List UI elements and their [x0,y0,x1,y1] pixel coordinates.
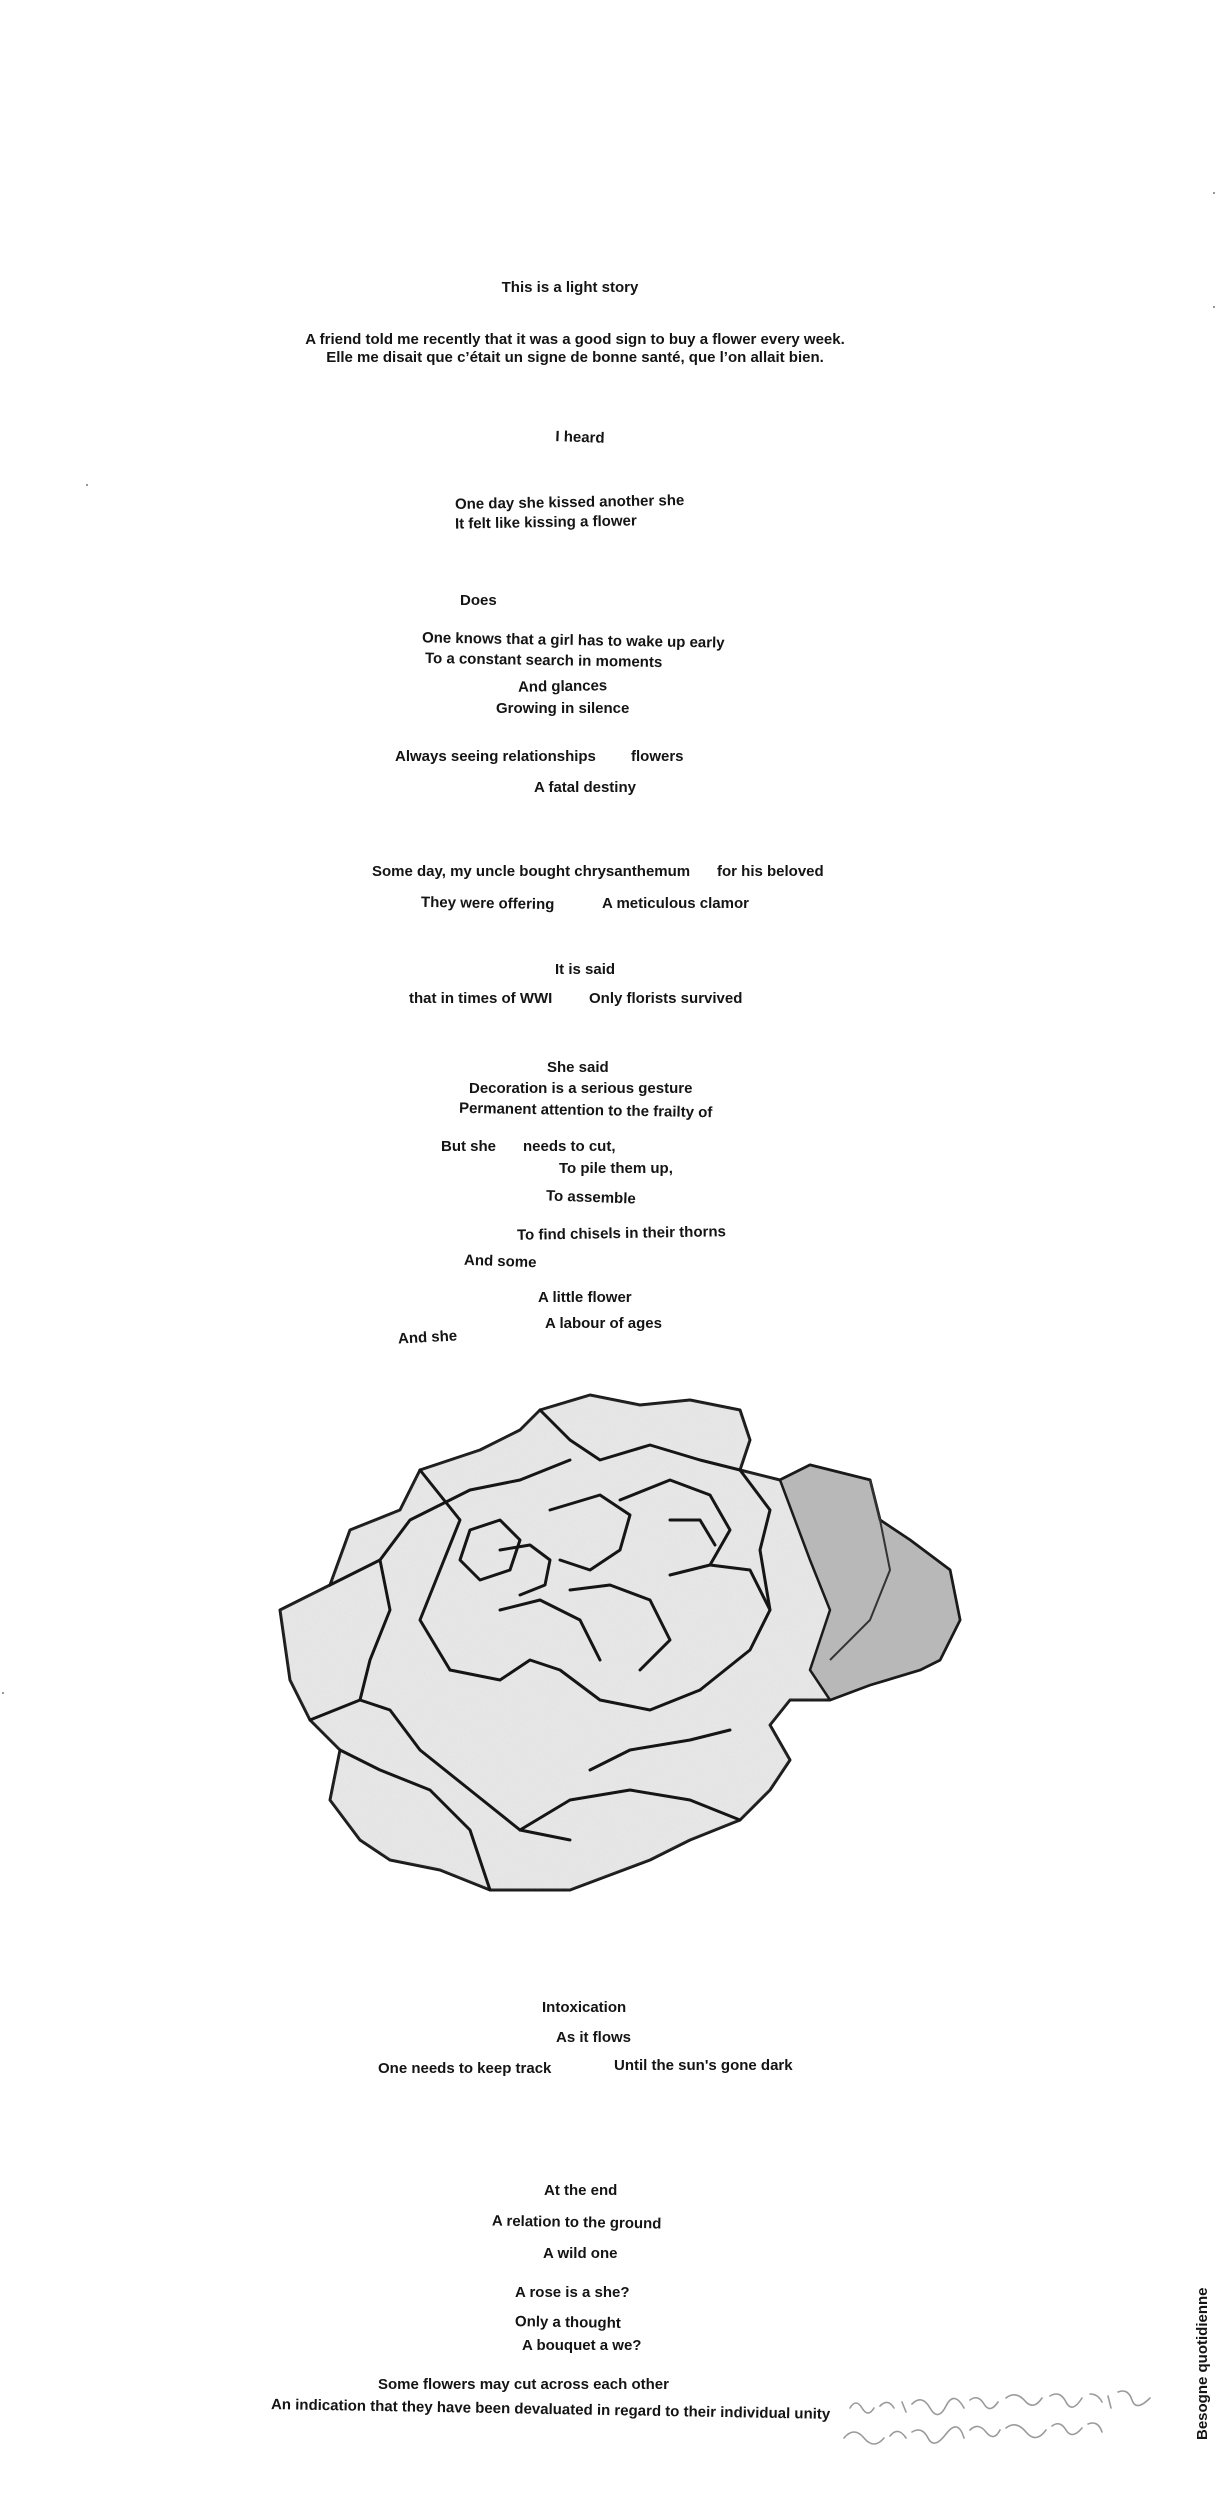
poem-line: To find chisels in their thorns [516,1223,727,1244]
poem-line: One knows that a girl has to wake up early [421,629,725,652]
poem-line: But she [441,1138,497,1155]
poem-line: Growing in silence [496,700,630,717]
poem-line: To pile them up, [559,1160,673,1177]
poem-line: At the end [544,2182,618,2199]
scan-speck [1213,192,1215,194]
poem-line: Elle me disait que c’était un signe de bonne santé, que l’on allait bien. [326,349,824,366]
poem-line: A friend told me recently that it was a good sign to buy a flower every week. [305,331,845,348]
poem-line: To a constant search in moments [424,649,663,672]
poem-line: It felt like kissing a flower [454,512,637,533]
scan-speck [2,1692,4,1694]
poem-line: It is said [555,961,616,978]
poem-line: They were offering [420,893,555,914]
poem-line: Permanent attention to the frailty of [458,1099,713,1122]
poem-line: One needs to keep track [378,2060,552,2077]
rose-drawing [270,1370,990,1990]
poem-line: Always seeing relationships [395,748,596,765]
poem-line: She said [547,1059,609,1076]
handwritten-scribble [840,2388,1220,2458]
poem-line: Intoxication [542,1999,627,2016]
poem-line: A wild one [543,2245,618,2262]
poem-line: A bouquet a we? [522,2337,642,2354]
poem-line: A little flower [538,1289,632,1306]
scan-speck [1213,306,1215,308]
poem-line: Some flowers may cut across each other [378,2376,669,2393]
poem-line: Only florists survived [589,990,743,1007]
poem-line: Does [460,592,497,609]
poem-line: And some [463,1251,537,1272]
poem-line: I heard [555,428,605,447]
poem-line: An indication that they have been devaluated in regard to their individual unity [270,2396,831,2423]
poem-line: Some day, my uncle bought chrysanthemum [372,863,691,880]
poem-line: And she [397,1327,458,1348]
poem-line: A relation to the ground [491,2212,662,2233]
poem-line: To assemble [545,1187,637,1208]
poem-line: Decoration is a serious gesture [469,1080,693,1097]
poem-line: Until the sun's gone dark [614,2057,793,2074]
poem-line: needs to cut, [523,1138,616,1155]
side-label: Besogne quotidienne [1194,2287,1211,2440]
poem-line: A rose is a she? [515,2284,630,2301]
poem-line: A fatal destiny [534,779,636,796]
poem-line: And glances [517,677,608,696]
poem-line: One day she kissed another she [454,492,685,513]
poem-line: flowers [631,748,684,765]
poem-line: Only a thought [514,2313,621,2332]
poem-line: As it flows [556,2029,632,2046]
scan-speck [86,484,88,486]
poem-title: This is a light story [501,279,639,296]
poem-line: that in times of WWI [409,990,553,1007]
poem-line: for his beloved [717,863,824,880]
poem-line: A labour of ages [545,1315,662,1332]
poem-line: A meticulous clamor [602,895,749,912]
